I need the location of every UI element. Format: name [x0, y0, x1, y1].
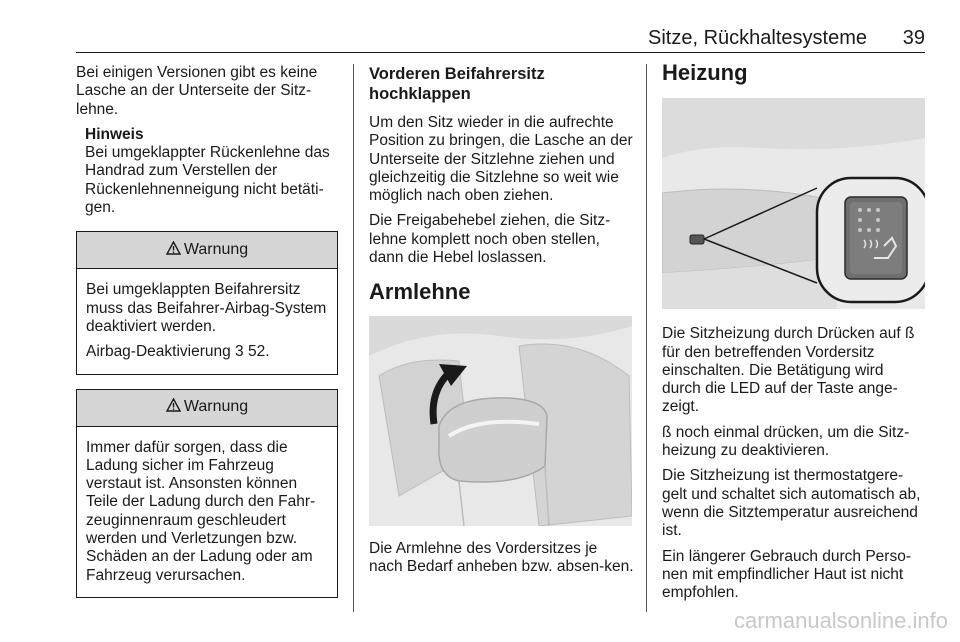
header-title: Sitze, Rückhaltesysteme [648, 27, 867, 49]
column-right [662, 60, 926, 609]
section-heading: Armlehne [369, 279, 471, 305]
seat-heating-illustration [662, 98, 925, 309]
caption: Die Armlehne des Vordersitzes je nach Bedarf anheben bzw. absen-ken. [369, 539, 634, 575]
warning-text: Immer dafür sorgen, dass die Ladung sicher im Fahrzeug verstaut ist. Ansonsten können Teile der Ladung durch den Fahr-zeuginnenraum geschleudert werden und Verletzungen bzw. Schäden an der Ladung oder am Fahrzeug verursachen. [86, 438, 316, 584]
page-number: 39 [902, 27, 925, 49]
watermark: carmanualsonline.info [733, 608, 948, 633]
paragraph: Die Sitzheizung ist thermostatgere-gelt und schaltet sich automatisch ab, wenn die Sitztemperatur ausreichend ist. [662, 467, 921, 540]
column-divider [353, 64, 354, 612]
warning-body [77, 269, 337, 373]
note-text: Bei umgeklappter Rückenlehne das Handrad zum Verstellen der Rückenlehnenneigung nicht betäti-gen. [85, 144, 330, 217]
note-label: Hinweis [85, 125, 144, 143]
column-middle [369, 64, 634, 583]
paragraph: Um den Sitz wieder in die aufrechte Position zu bringen, die Lasche an der Unterseite der Sitzlehne ziehen und gleichzeitig die Sitzlehne so weit wie möglich nach oben ziehen. [369, 114, 633, 205]
warning-body [77, 427, 337, 597]
page-header [76, 22, 925, 53]
paragraph: Die Sitzheizung durch Drücken auf ß für den betreffenden Vordersitz einschalten. Die Betätigung wird durch die LED auf der Taste ange-zeigt. [662, 325, 915, 416]
column-divider [646, 64, 647, 612]
warning-header [77, 232, 337, 269]
warning-text: Bei umgeklappten Beifahrersitz muss das Beifahrer-Airbag-System deaktiviert werden. [86, 281, 327, 335]
warning-box [76, 231, 338, 374]
intro-text: Bei einigen Versionen gibt es keine Lasche an der Unterseite der Sitz-lehne. [76, 64, 318, 118]
warning-title: Warnung [183, 398, 249, 416]
warning-icon [166, 398, 181, 417]
paragraph: Ein längerer Gebrauch durch Perso-nen mit empfindlicher Haut ist nicht empfohlen. [662, 547, 911, 602]
paragraph: Die Freigabehebel ziehen, die Sitz-lehne komplett noch oben stellen, dann die Hebel loslassen. [369, 212, 611, 267]
armrest-illustration [369, 316, 632, 526]
warning-header [77, 390, 337, 427]
warning-reference: Airbag-Deaktivierung 3 52. [86, 343, 270, 361]
section-heading: Heizung [662, 60, 748, 85]
subheading: Vorderen Beifahrersitz hochklappen [369, 65, 545, 103]
paragraph: ß noch einmal drücken, um die Sitz-heizung zu deaktivieren. [662, 423, 910, 460]
column-left [76, 64, 338, 598]
warning-icon [166, 241, 181, 260]
warning-title: Warnung [183, 241, 249, 259]
note [85, 126, 338, 217]
warning-box [76, 389, 338, 598]
